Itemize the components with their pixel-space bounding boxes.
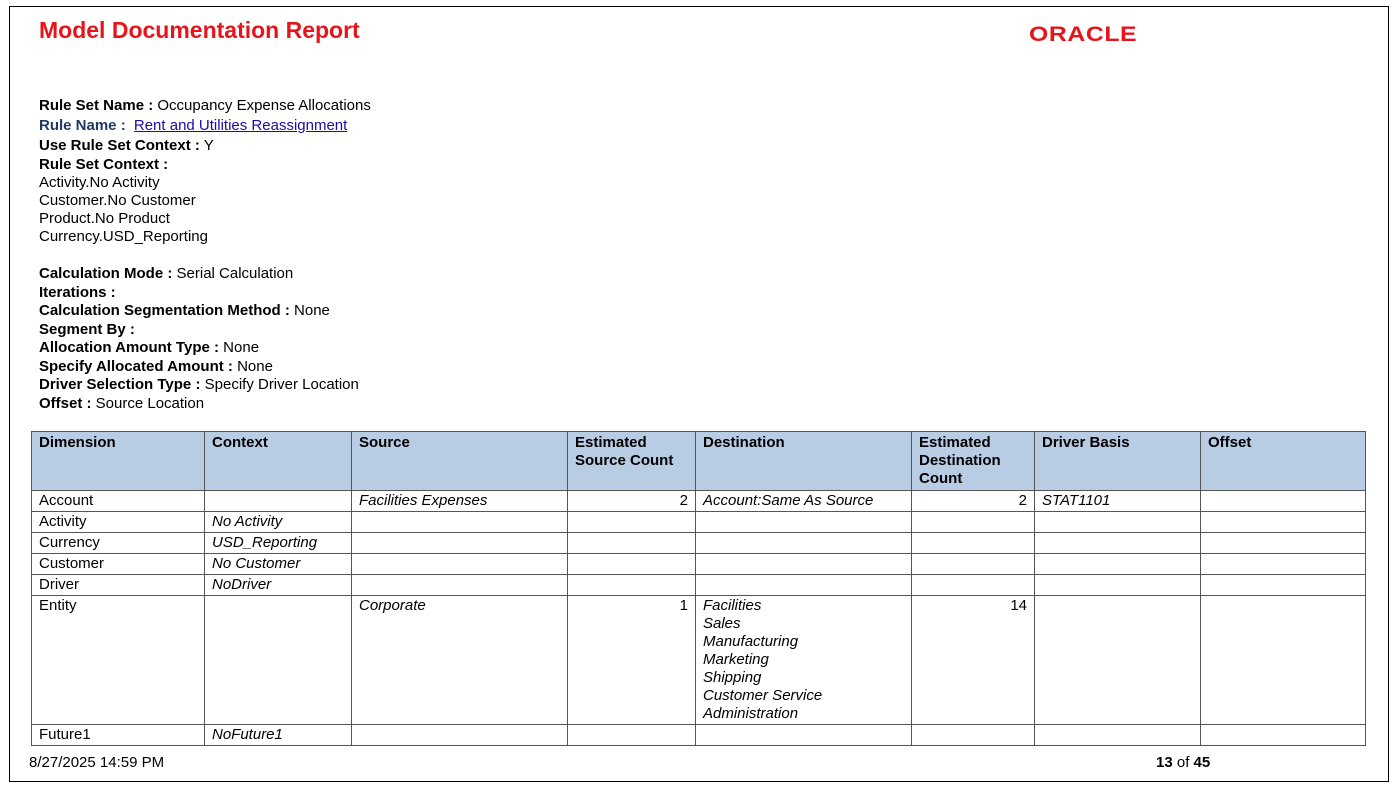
cell-src-count [568, 575, 696, 596]
rule-set-name-line [39, 97, 371, 115]
cell-destination [696, 533, 912, 554]
offset-line [39, 395, 204, 413]
cell-dimension: Account [32, 491, 205, 512]
iterations-line [39, 284, 116, 302]
destination-entry: Facilities [703, 597, 762, 614]
cell-src-count [568, 725, 696, 746]
alloc-type-line [39, 339, 259, 357]
cell-context [205, 491, 352, 512]
calc-mode-line [39, 265, 293, 283]
cell-dimension: Entity [32, 596, 205, 725]
context-line: Currency.USD_Reporting [39, 228, 208, 245]
cell-destination [696, 725, 912, 746]
cell-source [352, 533, 568, 554]
table-row [32, 725, 1366, 746]
cell-source: Corporate [352, 596, 568, 725]
seg-method-label: Calculation Segmentation Method : [39, 302, 290, 319]
cell-dimension: Customer [32, 554, 205, 575]
table-body [32, 491, 1366, 746]
rule-set-name-value: Occupancy Expense Allocations [157, 97, 371, 114]
alloc-type-label: Allocation Amount Type : [39, 339, 219, 356]
context-line: Activity.No Activity [39, 174, 160, 191]
cell-src-count [568, 512, 696, 533]
cell-dimension: Activity [32, 512, 205, 533]
offset-label: Offset : [39, 395, 92, 412]
cell-driver [1035, 533, 1201, 554]
cell-destination: Account:Same As Source [696, 491, 912, 512]
cell-source: Facilities Expenses [352, 491, 568, 512]
driver-selection-label: Driver Selection Type : [39, 376, 201, 393]
context-label: Rule Set Context : [39, 156, 169, 173]
page-number [1156, 754, 1210, 771]
alloc-type-value: None [223, 339, 260, 356]
use-context-value: Y [203, 137, 214, 154]
cell-source [352, 512, 568, 533]
column-header: Offset [1201, 432, 1366, 491]
cell-dimension: Driver [32, 575, 205, 596]
driver-selection-line [39, 376, 359, 394]
cell-offset [1201, 596, 1366, 725]
cell-dest-count [912, 575, 1035, 596]
table-row [32, 491, 1366, 512]
use-context-line [39, 137, 214, 155]
cell-offset [1201, 575, 1366, 596]
table-row [32, 533, 1366, 554]
cell-source [352, 575, 568, 596]
destination-entry: Shipping [703, 669, 762, 686]
cell-destination [696, 554, 912, 575]
cell-src-count [568, 554, 696, 575]
destination-entry: Sales [703, 615, 741, 632]
cell-dest-count [912, 512, 1035, 533]
dimension-table [31, 431, 1366, 746]
cell-src-count: 2 [568, 491, 696, 512]
destination-entry: Customer Service [703, 687, 823, 704]
rule-name-link[interactable]: Rent and Utilities Reassignment [133, 117, 348, 134]
cell-src-count: 1 [568, 596, 696, 725]
cell-dest-count: 2 [912, 491, 1035, 512]
destination-entry: Administration [703, 705, 799, 722]
cell-driver [1035, 554, 1201, 575]
cell-context: No Activity [205, 512, 352, 533]
cell-offset [1201, 512, 1366, 533]
specify-alloc-label: Specify Allocated Amount : [39, 358, 233, 375]
cell-destination [696, 512, 912, 533]
context-line: Customer.No Customer [39, 192, 196, 209]
report-datetime: 8/27/2025 14:59 PM [29, 754, 165, 771]
rule-set-name-label: Rule Set Name : [39, 97, 154, 114]
cell-context: NoFuture1 [205, 725, 352, 746]
column-header: Context [205, 432, 352, 491]
column-header: Driver Basis [1035, 432, 1201, 491]
cell-dimension: Future1 [32, 725, 205, 746]
cell-destination [696, 575, 912, 596]
specify-alloc-line [39, 358, 273, 376]
cell-context: USD_Reporting [205, 533, 352, 554]
table-row [32, 554, 1366, 575]
cell-dest-count: 14 [912, 596, 1035, 725]
table-row [32, 575, 1366, 596]
table-header-row [32, 432, 1366, 491]
specify-alloc-value: None [237, 358, 273, 375]
calc-mode-label: Calculation Mode : [39, 265, 173, 282]
use-context-label: Use Rule Set Context : [39, 137, 200, 154]
page-separator: of [1176, 754, 1190, 771]
offset-value: Source Location [95, 395, 205, 412]
cell-context: No Customer [205, 554, 352, 575]
cell-context: NoDriver [205, 575, 352, 596]
cell-offset [1201, 533, 1366, 554]
segment-by-line [39, 321, 135, 339]
cell-dest-count [912, 554, 1035, 575]
destination-entry: Marketing [703, 651, 769, 668]
driver-selection-value: Specify Driver Location [204, 376, 359, 393]
cell-offset [1201, 491, 1366, 512]
rule-name-line [39, 117, 347, 135]
cell-dest-count [912, 533, 1035, 554]
cell-source [352, 554, 568, 575]
cell-driver [1035, 512, 1201, 533]
column-header: Source [352, 432, 568, 491]
cell-src-count [568, 533, 696, 554]
segment-by-label: Segment By : [39, 321, 135, 338]
cell-destination [696, 596, 912, 725]
context-header [39, 156, 168, 174]
table-row [32, 512, 1366, 533]
iterations-label: Iterations : [39, 284, 116, 301]
column-header: Estimated Source Count [568, 432, 696, 491]
column-header: Destination [696, 432, 912, 491]
page-total: 45 [1193, 754, 1211, 771]
column-header: Estimated Destination Count [912, 432, 1035, 491]
cell-driver: STAT1101 [1035, 491, 1201, 512]
seg-method-line [39, 302, 330, 320]
cell-offset [1201, 725, 1366, 746]
cell-driver [1035, 596, 1201, 725]
context-line: Product.No Product [39, 210, 170, 227]
destination-entry: Manufacturing [703, 633, 799, 650]
cell-offset [1201, 554, 1366, 575]
rule-name-label: Rule Name : [39, 117, 126, 134]
calc-mode-value: Serial Calculation [176, 265, 294, 282]
table-row [32, 596, 1366, 725]
seg-method-value: None [294, 302, 330, 319]
cell-driver [1035, 725, 1201, 746]
oracle-logo: ORACLE [1029, 23, 1138, 46]
cell-driver [1035, 575, 1201, 596]
cell-dimension: Currency [32, 533, 205, 554]
column-header: Dimension [32, 432, 205, 491]
cell-dest-count [912, 725, 1035, 746]
cell-source [352, 725, 568, 746]
report-title: Model Documentation Report [39, 17, 360, 43]
page-current: 13 [1156, 754, 1173, 771]
cell-context [205, 596, 352, 725]
